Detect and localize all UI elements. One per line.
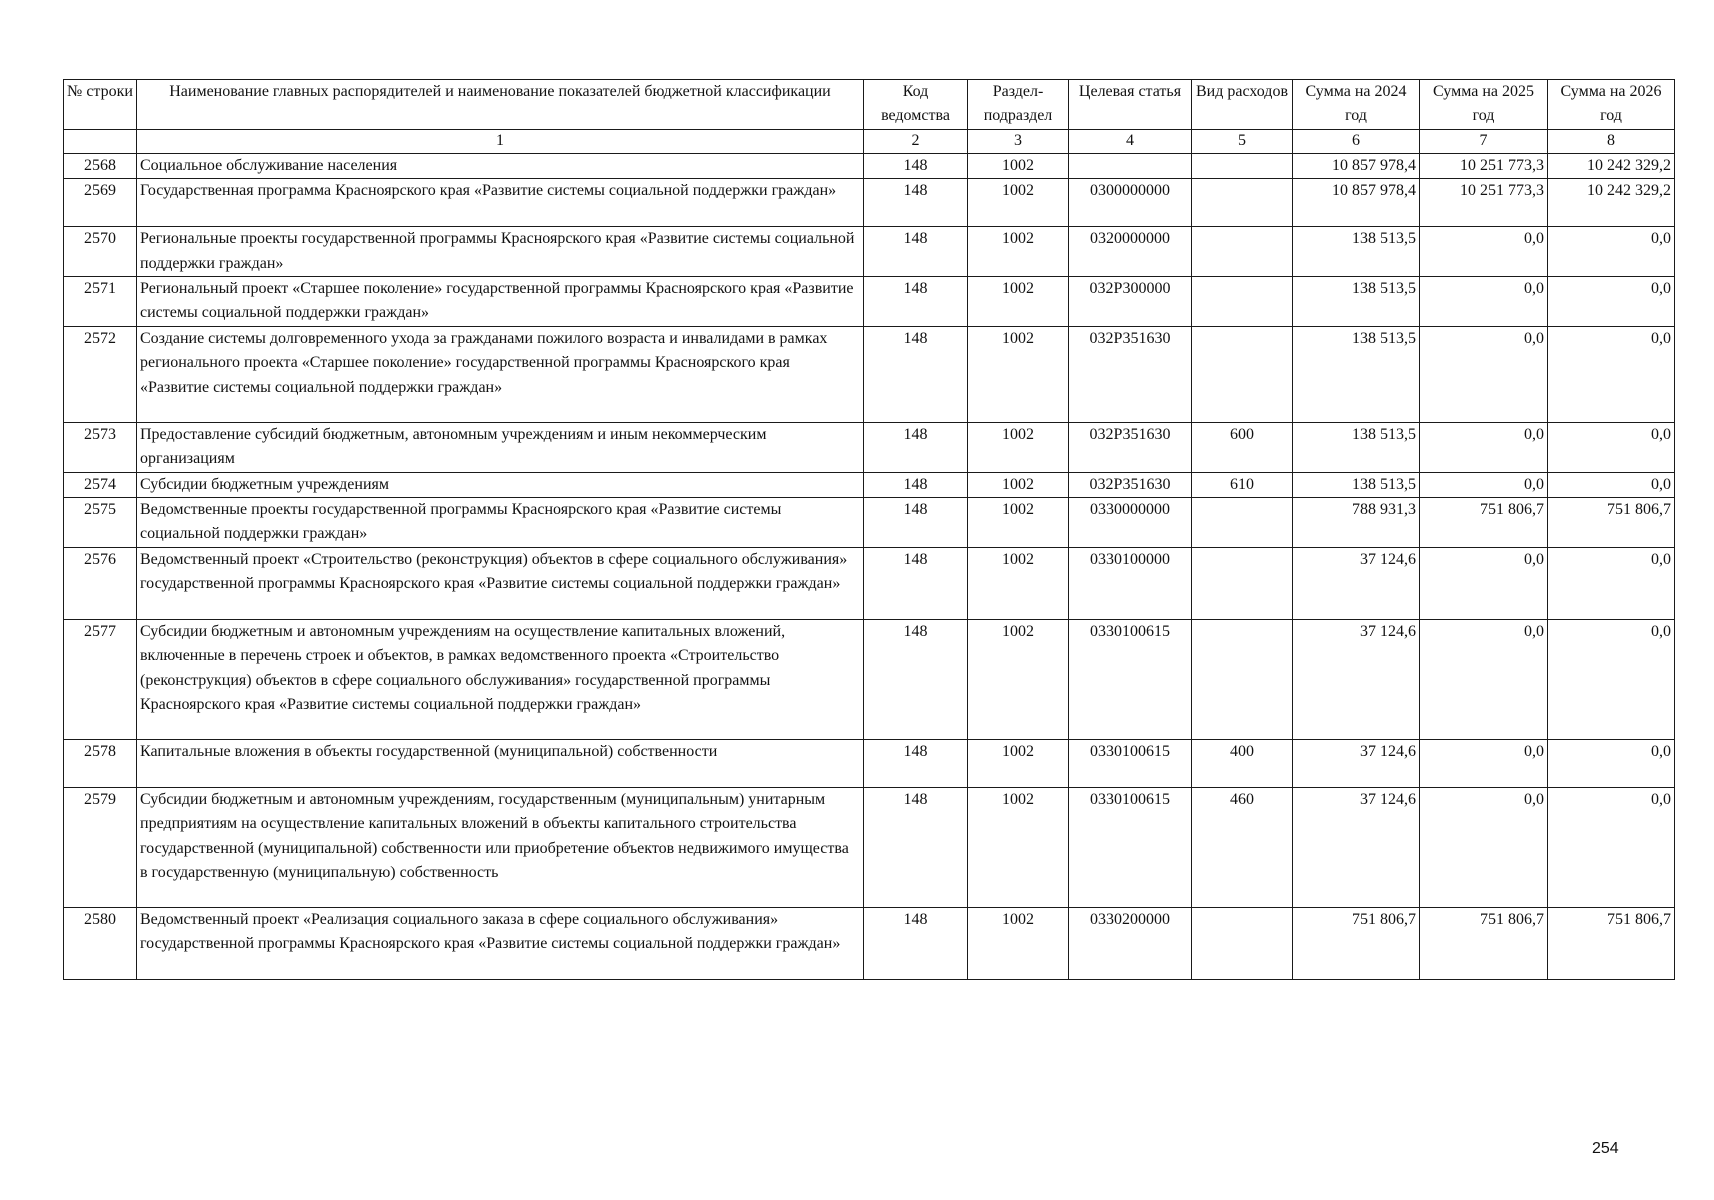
row-sum-2025: 0,0 [1420, 472, 1548, 497]
row-sum-2024: 138 513,5 [1293, 326, 1420, 422]
row-section: 1002 [968, 422, 1069, 472]
row-sum-2025: 0,0 [1420, 547, 1548, 619]
row-sum-2025: 10 251 773,3 [1420, 179, 1548, 227]
index-cell: 8 [1548, 129, 1675, 153]
row-sum-2025: 0,0 [1420, 227, 1548, 277]
table-row [64, 547, 1675, 619]
row-name: Субсидии бюджетным и автономным учреждениям на осуществление капитальных вложений, включенные в перечень строек и объектов, в рамках ведомственного проекта «Строительство (реконструкция) объектов в сфере социального обслуживания» государственной программы Красноярского края «Развитие системы социальной поддержки граждан» [137, 619, 864, 739]
row-name: Капитальные вложения в объекты государственной (муниципальной) собственности [137, 739, 864, 787]
row-expense-type [1192, 277, 1293, 327]
row-target-article: 0330100615 [1069, 739, 1192, 787]
row-name: Ведомственный проект «Реализация социального заказа в сфере социального обслуживания» государственной программы Красноярского края «Развитие системы социальной поддержки граждан» [137, 907, 864, 979]
row-number: 2576 [64, 547, 137, 619]
row-number: 2569 [64, 179, 137, 227]
row-sum-2026: 751 806,7 [1548, 498, 1675, 548]
row-expense-type [1192, 907, 1293, 979]
row-name: Предоставление субсидий бюджетным, автономным учреждениям и иным некоммерческим организациям [137, 422, 864, 472]
row-sum-2024: 10 857 978,4 [1293, 179, 1420, 227]
row-section: 1002 [968, 277, 1069, 327]
row-department-code: 148 [864, 179, 968, 227]
header-sum-2026: Сумма на 2026 год [1548, 80, 1675, 130]
row-name: Создание системы долговременного ухода за гражданами пожилого возраста и инвалидами в рамках регионального проекта «Старшее поколение» государственной программы Красноярского края «Развитие системы социальной поддержки граждан» [137, 326, 864, 422]
row-sum-2026: 0,0 [1548, 422, 1675, 472]
row-sum-2025: 0,0 [1420, 619, 1548, 739]
row-department-code: 148 [864, 422, 968, 472]
row-sum-2024: 37 124,6 [1293, 739, 1420, 787]
index-cell: 5 [1192, 129, 1293, 153]
table-row [64, 498, 1675, 548]
row-sum-2025: 10 251 773,3 [1420, 153, 1548, 178]
table-row [64, 907, 1675, 979]
row-target-article: 0330200000 [1069, 907, 1192, 979]
row-expense-type: 600 [1192, 422, 1293, 472]
row-department-code: 148 [864, 227, 968, 277]
budget-table [63, 79, 1675, 980]
row-target-article [1069, 153, 1192, 178]
row-sum-2026: 0,0 [1548, 326, 1675, 422]
row-sum-2026: 751 806,7 [1548, 907, 1675, 979]
row-expense-type [1192, 547, 1293, 619]
header-expense-type: Вид расходов [1192, 80, 1293, 130]
table-row [64, 472, 1675, 497]
row-sum-2024: 138 513,5 [1293, 472, 1420, 497]
row-name: Субсидии бюджетным и автономным учреждениям, государственным (муниципальным) унитарным предприятиям на осуществление капитальных вложений в объекты капитального строительства государственной (муниципальной) собственности или приобретение объектов недвижимого имущества в государственную (муниципальную) собственность [137, 787, 864, 907]
row-name: Ведомственные проекты государственной программы Красноярского края «Развитие системы социальной поддержки граждан» [137, 498, 864, 548]
row-section: 1002 [968, 547, 1069, 619]
row-sum-2025: 0,0 [1420, 787, 1548, 907]
row-target-article: 0320000000 [1069, 227, 1192, 277]
header-name: Наименование главных распорядителей и наименование показателей бюджетной классификации [137, 80, 864, 130]
index-cell: 6 [1293, 129, 1420, 153]
index-cell [64, 129, 137, 153]
row-target-article: 032P300000 [1069, 277, 1192, 327]
column-index-row [64, 129, 1675, 153]
header-department-code: Код ведомства [864, 80, 968, 130]
row-number: 2574 [64, 472, 137, 497]
row-expense-type [1192, 179, 1293, 227]
row-sum-2026: 0,0 [1548, 472, 1675, 497]
table-row [64, 422, 1675, 472]
row-section: 1002 [968, 472, 1069, 497]
row-sum-2024: 138 513,5 [1293, 277, 1420, 327]
row-number: 2575 [64, 498, 137, 548]
table-row [64, 153, 1675, 178]
row-department-code: 148 [864, 277, 968, 327]
row-department-code: 148 [864, 498, 968, 548]
index-cell: 7 [1420, 129, 1548, 153]
index-cell: 2 [864, 129, 968, 153]
row-sum-2024: 751 806,7 [1293, 907, 1420, 979]
row-target-article: 0330100000 [1069, 547, 1192, 619]
row-number: 2568 [64, 153, 137, 178]
row-target-article: 032P351630 [1069, 472, 1192, 497]
row-expense-type: 400 [1192, 739, 1293, 787]
row-name: Государственная программа Красноярского края «Развитие системы социальной поддержки граждан» [137, 179, 864, 227]
row-expense-type [1192, 153, 1293, 178]
table-body [64, 153, 1675, 979]
row-number: 2578 [64, 739, 137, 787]
row-number: 2573 [64, 422, 137, 472]
row-sum-2025: 0,0 [1420, 326, 1548, 422]
index-cell: 4 [1069, 129, 1192, 153]
row-sum-2024: 37 124,6 [1293, 547, 1420, 619]
row-target-article: 0330100615 [1069, 787, 1192, 907]
row-expense-type [1192, 498, 1293, 548]
row-department-code: 148 [864, 472, 968, 497]
row-sum-2024: 37 124,6 [1293, 619, 1420, 739]
row-expense-type [1192, 326, 1293, 422]
row-sum-2024: 138 513,5 [1293, 227, 1420, 277]
row-sum-2026: 0,0 [1548, 787, 1675, 907]
row-section: 1002 [968, 787, 1069, 907]
row-expense-type [1192, 227, 1293, 277]
row-name: Региональные проекты государственной программы Красноярского края «Развитие системы социальной поддержки граждан» [137, 227, 864, 277]
row-department-code: 148 [864, 619, 968, 739]
row-department-code: 148 [864, 907, 968, 979]
row-number: 2570 [64, 227, 137, 277]
header-sum-2024: Сумма на 2024 год [1293, 80, 1420, 130]
row-sum-2026: 0,0 [1548, 227, 1675, 277]
row-sum-2024: 37 124,6 [1293, 787, 1420, 907]
header-sum-2025: Сумма на 2025 год [1420, 80, 1548, 130]
row-section: 1002 [968, 739, 1069, 787]
row-sum-2025: 751 806,7 [1420, 907, 1548, 979]
row-expense-type [1192, 619, 1293, 739]
row-section: 1002 [968, 619, 1069, 739]
row-sum-2024: 138 513,5 [1293, 422, 1420, 472]
row-section: 1002 [968, 498, 1069, 548]
row-number: 2572 [64, 326, 137, 422]
index-cell: 3 [968, 129, 1069, 153]
row-section: 1002 [968, 907, 1069, 979]
page-number: 254 [1592, 1140, 1619, 1157]
row-target-article: 0330100615 [1069, 619, 1192, 739]
row-sum-2026: 0,0 [1548, 619, 1675, 739]
row-sum-2025: 0,0 [1420, 277, 1548, 327]
row-sum-2026: 10 242 329,2 [1548, 153, 1675, 178]
table-row [64, 227, 1675, 277]
table-row [64, 619, 1675, 739]
row-name: Социальное обслуживание населения [137, 153, 864, 178]
header-section: Раздел-подраздел [968, 80, 1069, 130]
table-row [64, 179, 1675, 227]
header-target-article: Целевая статья [1069, 80, 1192, 130]
row-sum-2025: 0,0 [1420, 739, 1548, 787]
row-name: Ведомственный проект «Строительство (реконструкция) объектов в сфере социального обслуживания» государственной программы Красноярского края «Развитие системы социальной поддержки граждан» [137, 547, 864, 619]
row-expense-type: 610 [1192, 472, 1293, 497]
table-row [64, 277, 1675, 327]
row-name: Субсидии бюджетным учреждениям [137, 472, 864, 497]
row-section: 1002 [968, 153, 1069, 178]
row-name: Региональный проект «Старшее поколение» государственной программы Красноярского края «Развитие системы социальной поддержки граждан» [137, 277, 864, 327]
row-sum-2026: 10 242 329,2 [1548, 179, 1675, 227]
row-sum-2026: 0,0 [1548, 547, 1675, 619]
row-sum-2025: 0,0 [1420, 422, 1548, 472]
table-row [64, 326, 1675, 422]
header-row-number: № строки [64, 80, 137, 130]
row-target-article: 032P351630 [1069, 326, 1192, 422]
row-sum-2024: 10 857 978,4 [1293, 153, 1420, 178]
row-number: 2571 [64, 277, 137, 327]
row-department-code: 148 [864, 547, 968, 619]
row-target-article: 0330000000 [1069, 498, 1192, 548]
row-department-code: 148 [864, 153, 968, 178]
table-row [64, 739, 1675, 787]
index-cell: 1 [137, 129, 864, 153]
row-sum-2024: 788 931,3 [1293, 498, 1420, 548]
table-row [64, 787, 1675, 907]
row-number: 2580 [64, 907, 137, 979]
row-department-code: 148 [864, 739, 968, 787]
row-section: 1002 [968, 179, 1069, 227]
row-department-code: 148 [864, 326, 968, 422]
row-sum-2026: 0,0 [1548, 277, 1675, 327]
row-section: 1002 [968, 227, 1069, 277]
header-row [64, 80, 1675, 130]
row-expense-type: 460 [1192, 787, 1293, 907]
row-sum-2026: 0,0 [1548, 739, 1675, 787]
row-section: 1002 [968, 326, 1069, 422]
row-target-article: 0300000000 [1069, 179, 1192, 227]
row-sum-2025: 751 806,7 [1420, 498, 1548, 548]
row-number: 2579 [64, 787, 137, 907]
row-department-code: 148 [864, 787, 968, 907]
row-target-article: 032P351630 [1069, 422, 1192, 472]
row-number: 2577 [64, 619, 137, 739]
